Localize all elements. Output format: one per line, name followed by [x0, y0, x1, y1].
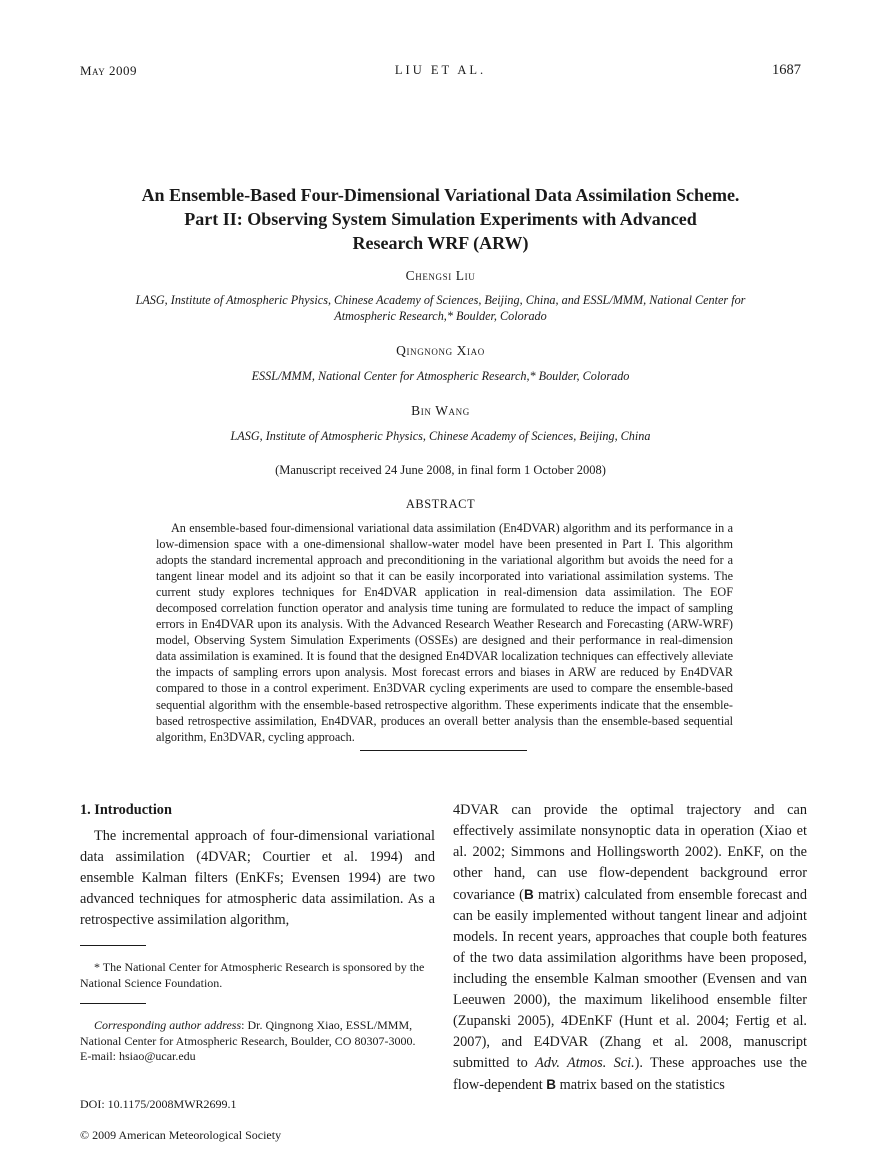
author-name: Bin Wang	[411, 403, 470, 418]
corresponding-text: : Dr. Qingnong Xiao, ESSL/MMM, National Center for Atmospheric Research, Boulder, CO 80307-3000.	[80, 1018, 416, 1048]
title-line: Part II: Observing System Simulation Experiments with Advanced	[184, 209, 697, 229]
matrix-symbol: B	[546, 1077, 557, 1092]
section-heading: 1. Introduction	[80, 802, 172, 818]
abstract-text: An ensemble-based four-dimensional variational data assimilation (En4DVAR) algorithm and its performance in a low-dimension space with a one-dimensional shallow-water model have been presented in Part I. This algorithm adopts the standard incremental approach and preconditioning in the variational algorithm but avoids the need for a tangent linear model and its adjoint so that it can be easily incorporated into variational assimilation systems. The current study explores techniques for En4DVAR application in real-dimension data assimilation. The EOF decomposed correlation function operator and analysis time tuning are formulated to reduce the impact of sampling errors in En4DVAR upon its analysis. With the Advanced Research Weather Research and Forecasting (ARW-WRF) model, Observing System Simulation Experiments (OSSEs) are designed and their performance in real-dimension data assimilation is examined. It is found that the designed En4DVAR localization techniques can effectively alleviate the impacts of sampling errors upon analysis. Most forecast errors and biases in ARW are reduced by En4DVAR compared to those in a control experiment. En3DVAR cycling experiments are used to compare the ensemble-based sequential algorithm with the ensemble-based retrospective algorithm. These experiments indicate that the ensemble-based retrospective assimilation, En4DVAR, produces an overall better analysis than the ensemble-based sequential algorithm, En3DVAR, cycling approach.	[156, 521, 733, 744]
author-affiliation	[0, 428, 881, 444]
footnote-rule	[80, 945, 146, 946]
matrix-symbol: B	[523, 887, 534, 902]
body-paragraph: The incremental approach of four-dimensional variational data assimilation (4DVAR; Courtier et al. 1994) and ensemble Kalman filters (EnKFs; Evensen 1994) are two advanced techniques for atmospheric data assimilation. As a retrospective assimilation algorithm,	[80, 828, 435, 928]
author-name: Qingnong Xiao	[396, 343, 485, 358]
footnote-ncar	[80, 960, 435, 991]
body-text: 4DVAR can provide the optimal trajectory and can effectively assimilate nonsynoptic data in operation (Xiao et al. 2002; Simmons and Hollingsworth 2002). EnKF, on the other hand, can use flow-dependent background error covariance (	[453, 802, 807, 903]
corresponding-address	[80, 1018, 435, 1049]
manuscript-dates: (Manuscript received 24 June 2008, in final form 1 October 2008)	[275, 463, 606, 477]
running-header-date: May 2009	[80, 63, 137, 78]
author-name: Chengsi Liu	[405, 268, 476, 283]
footnote-text: * The National Center for Atmospheric Research is sponsored by the National Science Foundation.	[80, 960, 425, 990]
right-column-paragraph	[453, 800, 807, 1096]
corresponding-author	[80, 1018, 435, 1065]
author-affiliation	[0, 368, 881, 384]
title-line: Research WRF (ARW)	[352, 233, 529, 253]
body-text: ). These approaches use the flow-dependent	[453, 1055, 807, 1093]
running-header-authors: LIU ET AL.	[394, 63, 487, 77]
author-affiliation	[0, 292, 881, 324]
section-divider	[360, 750, 527, 751]
body-text: matrix based on the statistics	[556, 1077, 725, 1093]
footnote-rule	[80, 1003, 146, 1004]
page-number: 1687	[772, 62, 801, 78]
affiliation-line: ESSL/MMM, National Center for Atmospheric Research,* Boulder, Colorado	[251, 369, 630, 383]
title-line: An Ensemble-Based Four-Dimensional Variational Data Assimilation Scheme.	[141, 185, 740, 205]
email-line: E-mail: hsiao@ucar.edu	[80, 1049, 196, 1063]
body-text: matrix) calculated from ensemble forecast and can be easily implemented without tangent linear and adjoint models. In recent years, approaches that couple both features of the two data assimilation algorithms have been proposed, including the ensemble Kalman smoother (Evensen and van Leeuwen 2000), the maximum likelihood ensemble filter (Zupanski 2005), 4DEnKF (Hunt et al. 2004; Fertig et al. 2007), and E4DVAR (Zhang et al. 2008, manuscript submitted to	[453, 887, 807, 1071]
doi: DOI: 10.1175/2008MWR2699.1	[80, 1097, 237, 1111]
left-column	[80, 800, 435, 931]
corresponding-label: Corresponding author address	[94, 1018, 242, 1032]
journal-name: Adv. Atmos. Sci.	[535, 1055, 635, 1071]
affiliation-line: LASG, Institute of Atmospheric Physics, Chinese Academy of Sciences, Beijing, China	[230, 429, 651, 443]
copyright: © 2009 American Meteorological Society	[80, 1128, 282, 1142]
abstract-heading: ABSTRACT	[405, 497, 476, 511]
affiliation-line: LASG, Institute of Atmospheric Physics, Chinese Academy of Sciences, Beijing, China, and ESSL/MMM, National Center for	[135, 293, 746, 307]
affiliation-line: Atmospheric Research,* Boulder, Colorado	[334, 309, 547, 323]
paper-title	[0, 183, 881, 255]
